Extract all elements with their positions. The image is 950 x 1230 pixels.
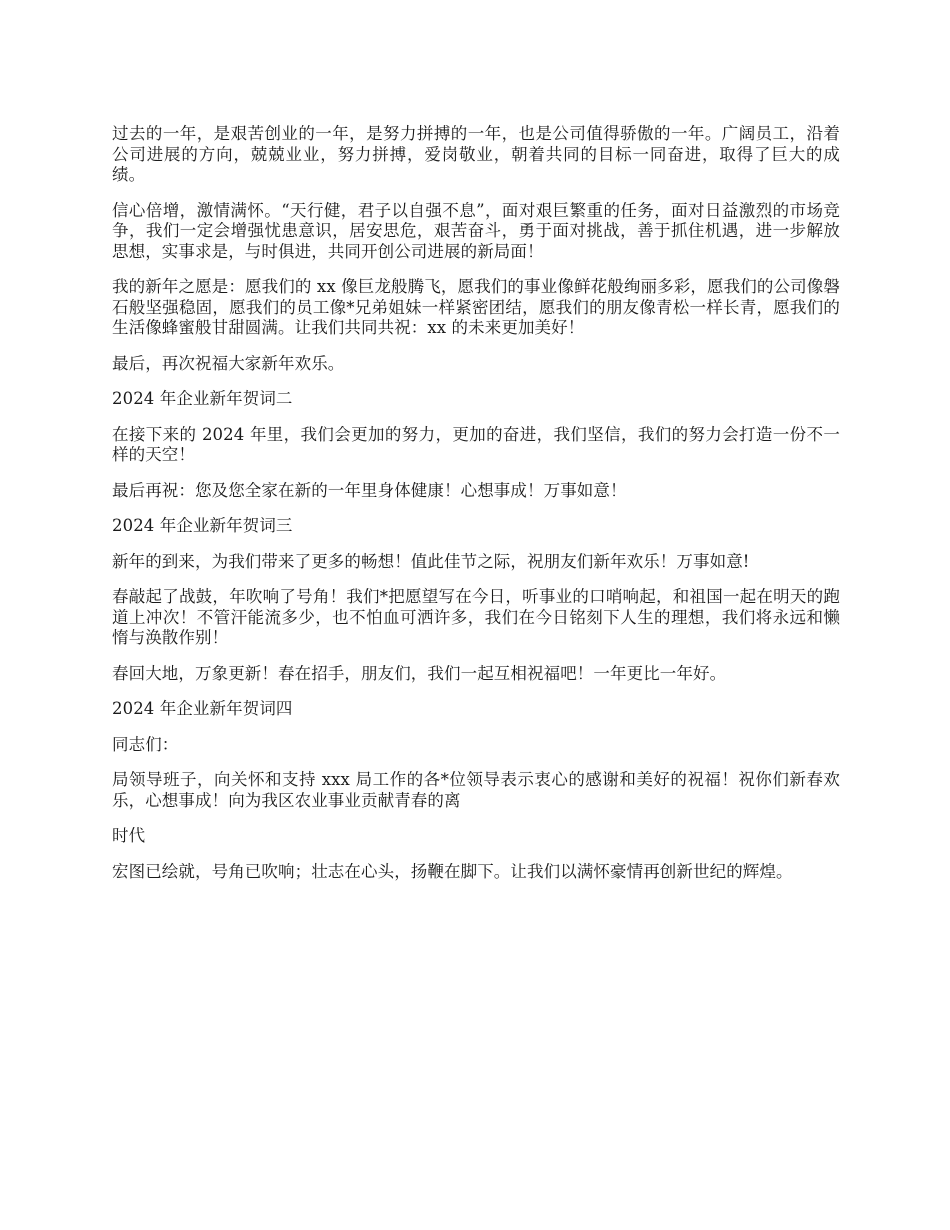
paragraph-leadership: 局领导班子，向关怀和支持 xxx 局工作的各*位领导表示衷心的感谢和美好的祝福！祝你们新春欢乐，心想事成！向为我区农业事业贡献青春的离 [112,770,840,810]
paragraph-new-year-arrival: 新年的到来，为我们带来了更多的畅想！值此佳节之际，祝朋友们新年欢乐！万事如意! [112,551,750,571]
section-heading-three: 2024 年企业新年贺词三 [112,516,293,535]
section-heading-two: 2024 年企业新年贺词二 [112,389,293,408]
section-heading-four: 2024 年企业新年贺词四 [112,699,293,718]
paragraph-spring-drums: 春敲起了战鼓，年吹响了号角！我们*把愿望写在今日，听事业的口哨响起，和祖国一起在明天的跑道上冲次！不管汗能流多少，也不怕血可洒许多，我们在今日铭刻下人生的理想，我们将永远和懒惰与涣散作别！ [112,587,840,647]
paragraph-review: 过去的一年，是艰苦创业的一年，是努力拼搏的一年，也是公司值得骄傲的一年。广阔员工，沿着公司进展的方向，兢兢业业，努力拼搏，爱岗敬业，朝着共同的目标一同奋进，取得了巨大的成绩。 [112,124,840,184]
paragraph-salutation: 同志们： [112,734,179,754]
paragraph-era: 时代 [112,826,146,845]
paragraph-final-wish: 最后再祝：您及您全家在新的一年里身体健康！心想事成！万事如意！ [112,480,627,500]
paragraph-wishes: 我的新年之愿是：愿我们的 xx 像巨龙般腾飞，愿我们的事业像鲜花般绚丽多彩，愿我们的公司像磐石般坚强稳固，愿我们的员工像*兄弟姐妹一样紧密团结，愿我们的朋友像青松一样长青，愿我们的生活像蜂蜜般甘甜圆满。让我们共同共祝：xx 的未来更加美好！ [112,277,840,337]
paragraph-closing: 最后，再次祝福大家新年欢乐。 [112,353,345,373]
document-body [112,124,840,897]
paragraph-confidence: 信心倍增，激情满怀。“天行健，君子以自强不息”，面对艰巨繁重的任务，面对日益激烈的市场竞争，我们一定会增强忧患意识，居安思危，艰苦奋斗，勇于面对挑战，善于抓住机遇，进一步解放思想，实事求是，与时俱进，共同开创公司进展的新局面！ [112,200,840,261]
paragraph-blueprint: 宏图已绘就，号角已吹响；壮志在心头，扬鞭在脚下。让我们以满怀豪情再创新世纪的辉煌。 [112,861,793,881]
paragraph-next-year: 在接下来的 2024 年里，我们会更加的努力，更加的奋进，我们坚信，我们的努力会打造一份不一样的天空！ [112,424,840,464]
paragraph-spring-return: 春回大地，万象更新！春在招手，朋友们，我们一起互相祝福吧！一年更比一年好。 [112,663,727,683]
